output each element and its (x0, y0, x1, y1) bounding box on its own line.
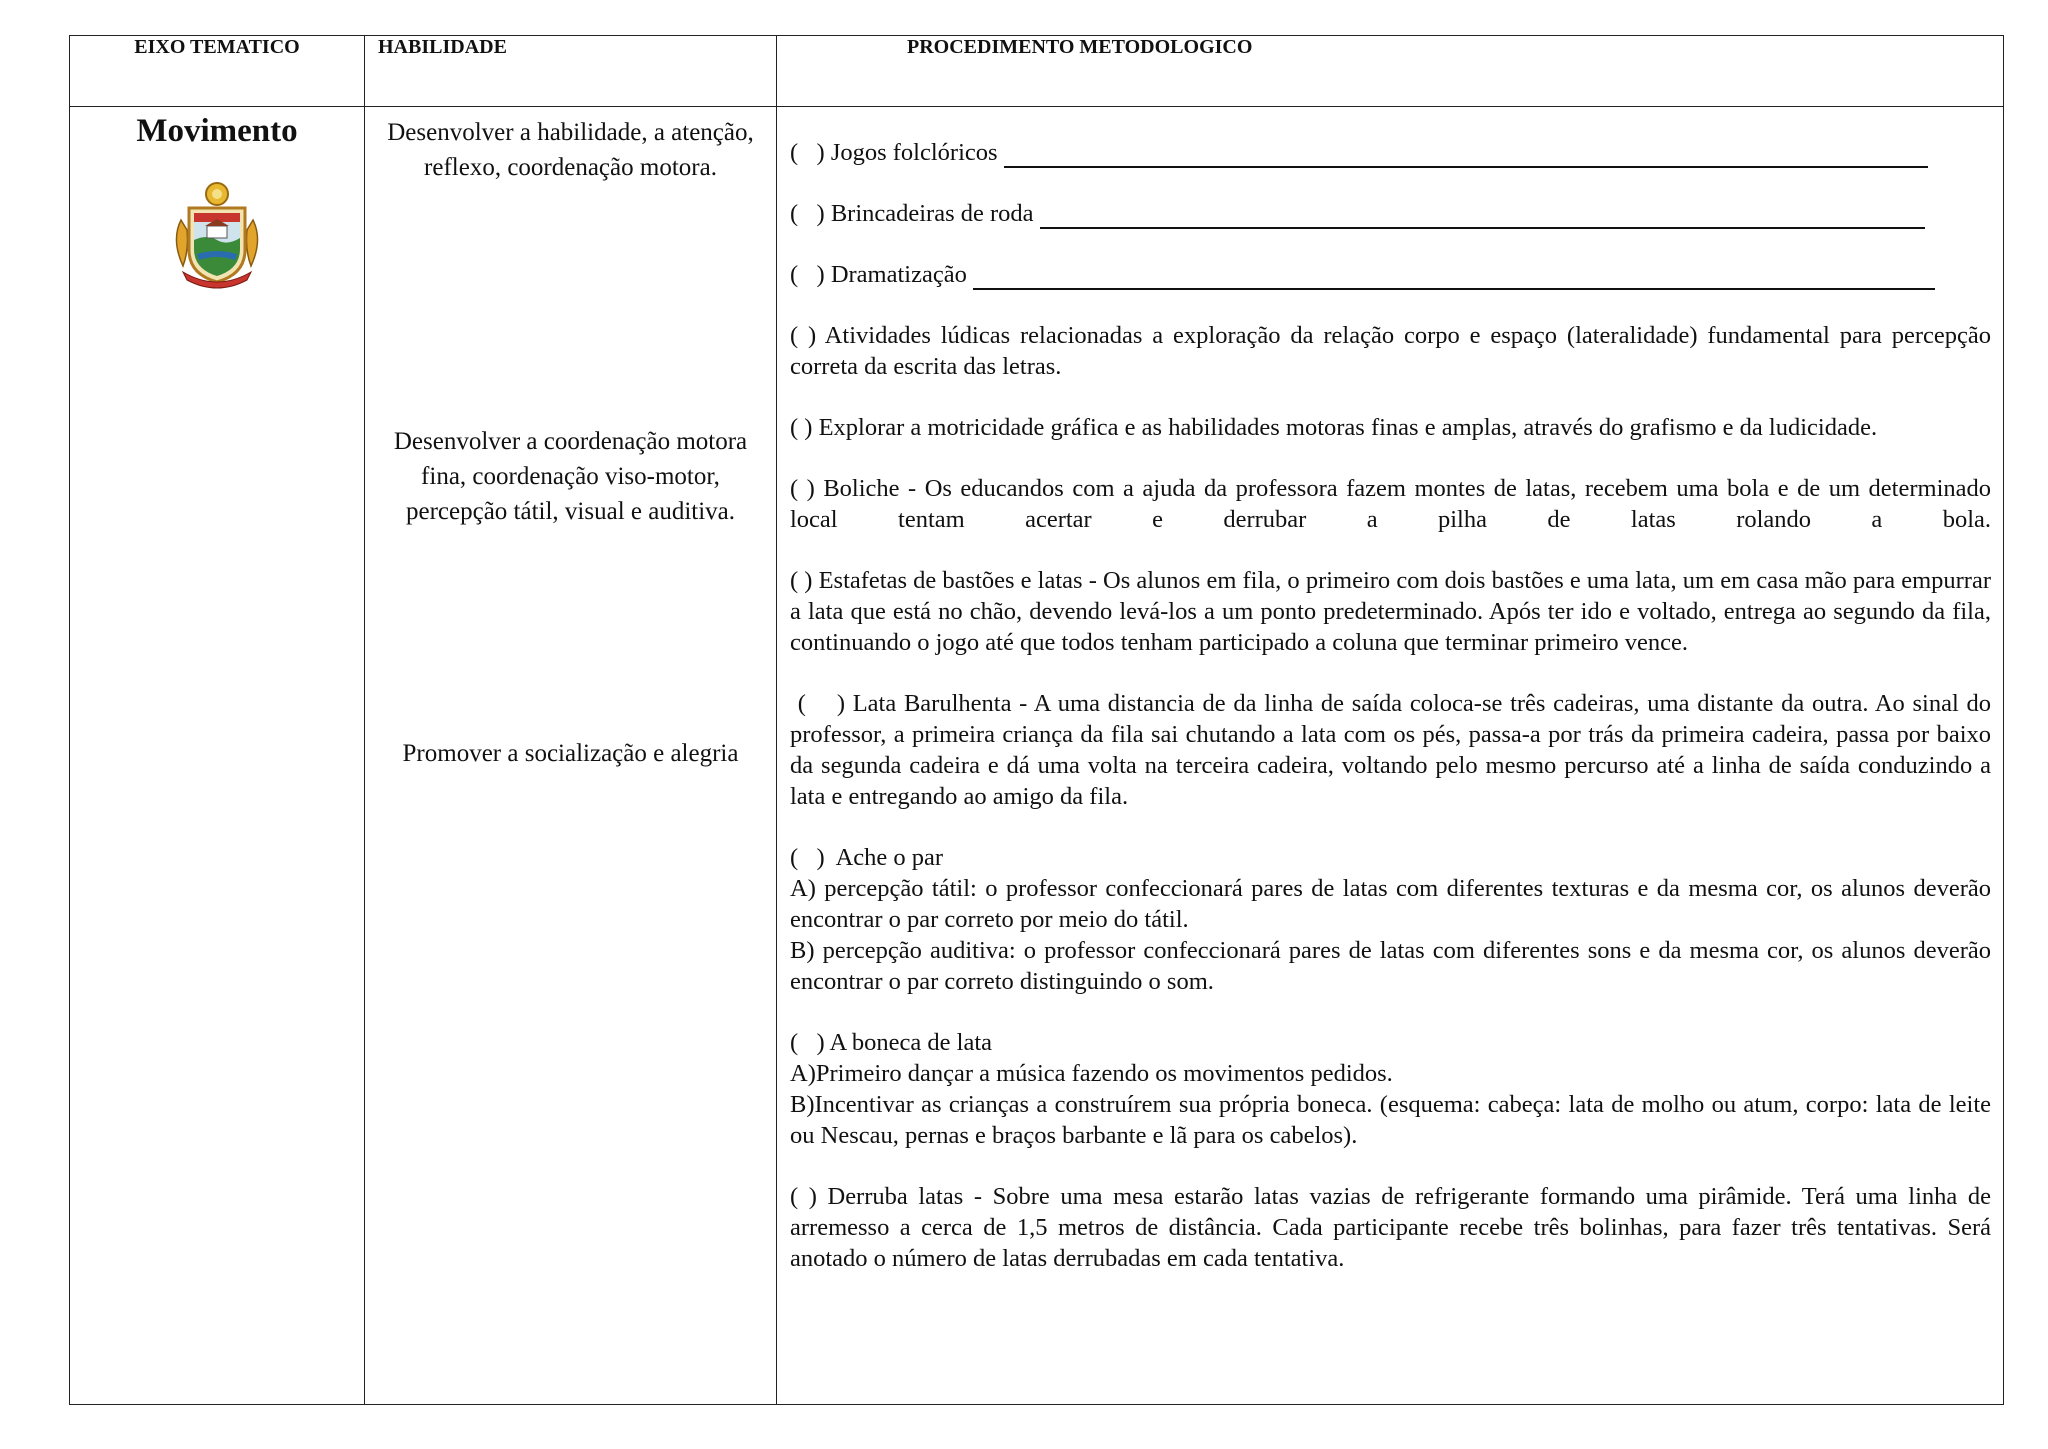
item-brincadeiras-label: ( ) Brincadeiras de roda (790, 200, 1034, 227)
boneca-title: ( ) A boneca de lata (790, 1029, 993, 1056)
eixo-title: Movimento (136, 113, 298, 149)
item-brincadeiras-de-roda (790, 198, 1991, 229)
item-motricidade: ( ) Explorar a motricidade gráfica e as habilidades motoras finas e amplas, através do grafismo e da ludicidade. (790, 414, 1878, 441)
item-jogos-folcloricos (790, 137, 1991, 168)
item-derruba-latas: ( ) Derruba latas - Sobre uma mesa estarão latas vazias de refrigerante formando uma pirâmide. Terá uma linha de arremesso a cerca de 1,5 metros de distância. Cada participante recebe três bolinhas, para fazer três tentativas. Será anotado o número de latas derrubadas em cada tentativa. (790, 1183, 1991, 1272)
habilidade-3: Promover a socialização e alegria (402, 740, 739, 767)
item-boneca-de-lata (790, 1027, 1991, 1151)
procedimento-list (790, 137, 1998, 1274)
habilidade-cell (365, 107, 777, 1405)
item-jogos-label: ( ) Jogos folclóricos (790, 139, 998, 166)
item-estafetas: ( ) Estafetas de bastões e latas - Os alunos em fila, o primeiro com dois bastões e uma lata, um em casa mão para empurrar a lata que está no chão, devendo levá-los a um ponto predeterminado. Após ter ido e voltado, entrega ao segundo da fila, continuando o jogo até que todos tenham participado a coluna que terminar primeiro vence. (790, 567, 1991, 656)
ache-o-par-a: A) percepção tátil: o professor confeccionará pares de latas com diferentes texturas e da mesma cor, os alunos deverão encontrar o par correto por meio do tátil. (790, 875, 1991, 933)
header-procedimento: PROCEDIMENTO METODOLOGICO (777, 36, 2004, 107)
ache-o-par-title: ( ) Ache o par (790, 844, 944, 871)
ache-o-par-b: B) percepção auditiva: o professor confeccionará pares de latas com diferentes sons e da mesma cor, os alunos deverão encontrar o par correto distinguindo o som. (790, 937, 1991, 995)
header-eixo: EIXO TEMATICO (70, 36, 365, 107)
header-row (70, 36, 2004, 107)
habilidade-1: Desenvolver a habilidade, a atenção, reflexo, coordenação motora. (387, 119, 754, 181)
item-boliche: ( ) Boliche - Os educandos com a ajuda da professora fazem montes de latas, recebem uma bola e de um determinado local tentam acertar e derrubar a pilha de latas rolando a bola. (790, 475, 1991, 533)
content-row (70, 107, 2004, 1405)
item-lata-barulhenta: ( ) Lata Barulhenta - A uma distancia de da linha de saída coloca-se três cadeiras, uma distante da outra. Ao sinal do professor, a primeira criança da fila sai chutando a lata com os pés, passa-a por trás da primeira cadeira, passa por baixo da segunda cadeira e dá uma volta na terceira cadeira, voltando pelo mesmo percurso até a linha de saída conduzindo a lata e entregando ao amigo da fila. (790, 690, 1998, 810)
boneca-b: B)Incentivar as crianças a construírem sua própria boneca. (esquema: cabeça: lata de molho ou atum, corpo: lata de leite ou Nescau, pernas e braços barbante e lã para os cabelos). (790, 1091, 1991, 1149)
item-ache-o-par (790, 842, 1991, 997)
procedimento-cell (777, 107, 2004, 1405)
item-dramatizacao-label: ( ) Dramatização (790, 261, 967, 288)
header-habilidade: HABILIDADE (365, 36, 777, 107)
lesson-plan-table (69, 35, 2004, 1405)
answer-line-dramatizacao (973, 264, 1935, 290)
item-dramatizacao (790, 259, 1991, 290)
city-coat-of-arms-icon (167, 180, 267, 290)
answer-line-brincadeiras (1040, 203, 1925, 229)
answer-line-jogos (1004, 142, 1928, 168)
eixo-cell (70, 107, 365, 1405)
habilidade-2: Desenvolver a coordenação motora fina, coordenação viso-motor, percepção tátil, visual e auditiva. (393, 428, 748, 525)
item-atividades-ludicas: ( ) Atividades lúdicas relacionadas a exploração da relação corpo e espaço (lateralidade) fundamental para percepção correta da escrita das letras. (790, 322, 1991, 380)
boneca-a: A)Primeiro dançar a música fazendo os movimentos pedidos. (790, 1060, 1393, 1087)
